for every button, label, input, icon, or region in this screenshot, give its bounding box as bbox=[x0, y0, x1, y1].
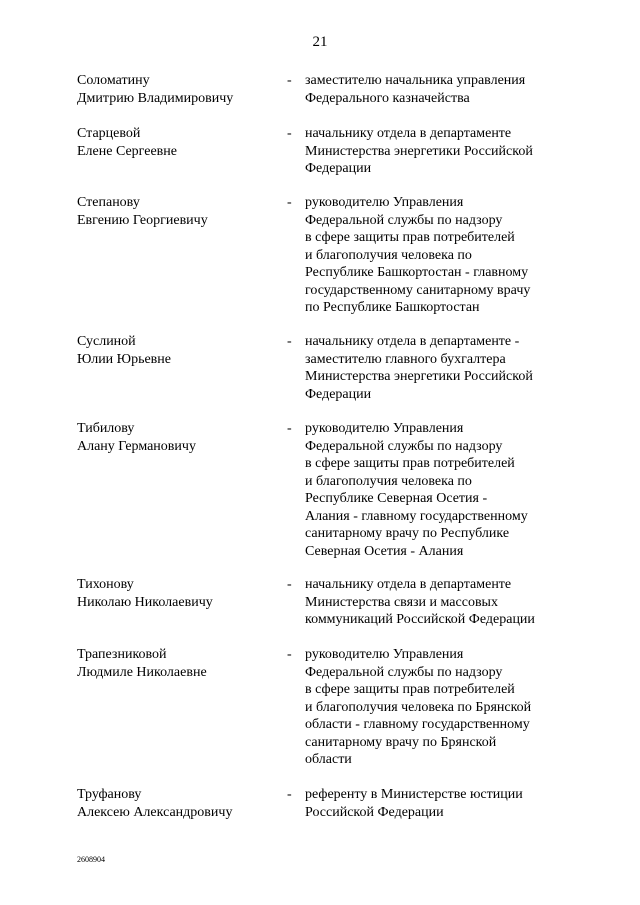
name-line: Людмиле Николаевне bbox=[77, 664, 207, 680]
position-line: санитарному врачу по Республике bbox=[305, 526, 510, 541]
position-line: Министерства энергетики Российской bbox=[305, 143, 533, 159]
position-line: Федеральной службы по надзору bbox=[305, 438, 503, 454]
position-title bbox=[305, 786, 575, 821]
person-name bbox=[77, 333, 277, 368]
position-line: и благополучия человека по bbox=[305, 473, 472, 489]
name-line: Труфанову bbox=[77, 787, 142, 802]
position-line: заместителю начальника управления bbox=[305, 73, 526, 88]
position-title bbox=[305, 333, 575, 403]
position-line: заместителю главного бухгалтера bbox=[305, 351, 506, 367]
person-name bbox=[77, 576, 277, 611]
name-line: Тибилову bbox=[77, 421, 135, 436]
position-line: Северная Осетия - Алания bbox=[305, 543, 464, 559]
position-line: руководителю Управления bbox=[305, 421, 464, 436]
position-line: Российской Федерации bbox=[305, 804, 444, 820]
position-line: в сфере защиты прав потребителей bbox=[305, 230, 515, 245]
position-line: области - главному государственному bbox=[305, 717, 530, 732]
position-line: руководителю Управления bbox=[305, 647, 464, 662]
position-line: Министерства энергетики Российской bbox=[305, 369, 533, 384]
dash-separator: - bbox=[287, 126, 292, 141]
dash-separator: - bbox=[287, 787, 292, 802]
name-line: Юлии Юрьевне bbox=[77, 351, 171, 367]
position-title bbox=[305, 646, 575, 769]
name-line: Степанову bbox=[77, 195, 140, 210]
person-name bbox=[77, 420, 277, 455]
name-line: Суслиной bbox=[77, 334, 136, 349]
name-line: Николаю Николаевичу bbox=[77, 594, 213, 610]
dash-separator: - bbox=[287, 421, 292, 436]
page-number: 21 bbox=[312, 34, 328, 50]
position-line: по Республике Башкортостан bbox=[305, 300, 480, 315]
position-line: Федеральной службы по надзору bbox=[305, 212, 503, 228]
position-line: начальнику отдела в департаменте bbox=[305, 126, 512, 141]
name-line: Алексею Александровичу bbox=[77, 804, 233, 820]
name-line: Соломатину bbox=[77, 73, 150, 88]
position-title bbox=[305, 72, 575, 107]
person-name bbox=[77, 194, 277, 229]
person-name bbox=[77, 125, 277, 160]
position-title bbox=[305, 125, 575, 178]
position-line: Министерства связи и массовых bbox=[305, 594, 498, 610]
position-line: Алания - главному государственному bbox=[305, 508, 528, 524]
position-line: начальнику отдела в департаменте - bbox=[305, 334, 520, 349]
position-line: Федеральной службы по надзору bbox=[305, 664, 503, 680]
position-title bbox=[305, 576, 575, 629]
position-line: Федерации bbox=[305, 386, 372, 402]
dash-separator: - bbox=[287, 647, 292, 662]
name-line: Дмитрию Владимировичу bbox=[77, 90, 234, 106]
person-name bbox=[77, 646, 277, 681]
person-name bbox=[77, 72, 277, 107]
position-title bbox=[305, 194, 575, 317]
name-line: Елене Сергеевне bbox=[77, 143, 177, 159]
position-line: руководителю Управления bbox=[305, 195, 464, 210]
position-line: и благополучия человека по Брянской bbox=[305, 699, 532, 715]
position-line: начальнику отдела в департаменте bbox=[305, 577, 512, 592]
name-line: Евгению Георгиевичу bbox=[77, 212, 208, 228]
position-line: в сфере защиты прав потребителей bbox=[305, 456, 515, 471]
position-line: области bbox=[305, 752, 352, 767]
position-line: коммуникаций Российской Федерации bbox=[305, 612, 535, 627]
position-line: в сфере защиты прав потребителей bbox=[305, 682, 515, 697]
person-name bbox=[77, 786, 277, 821]
dash-separator: - bbox=[287, 195, 292, 210]
dash-separator: - bbox=[287, 334, 292, 349]
dash-separator: - bbox=[287, 73, 292, 88]
position-line: санитарному врачу по Брянской bbox=[305, 734, 497, 750]
position-line: Федерального казначейства bbox=[305, 90, 470, 106]
name-line: Старцевой bbox=[77, 126, 141, 141]
position-line: государственному санитарному врачу bbox=[305, 282, 531, 298]
name-line: Алану Германовичу bbox=[77, 438, 196, 454]
position-line: Федерации bbox=[305, 161, 372, 176]
name-line: Тихонову bbox=[77, 577, 134, 592]
position-line: Республике Башкортостан - главному bbox=[305, 265, 529, 280]
name-line: Трапезниковой bbox=[77, 647, 167, 662]
position-line: референту в Министерстве юстиции bbox=[305, 787, 523, 802]
position-line: Республике Северная Осетия - bbox=[305, 491, 488, 506]
position-line: и благополучия человека по bbox=[305, 247, 472, 263]
document-code: 2608904 bbox=[77, 855, 105, 864]
position-title bbox=[305, 420, 575, 560]
dash-separator: - bbox=[287, 577, 292, 592]
